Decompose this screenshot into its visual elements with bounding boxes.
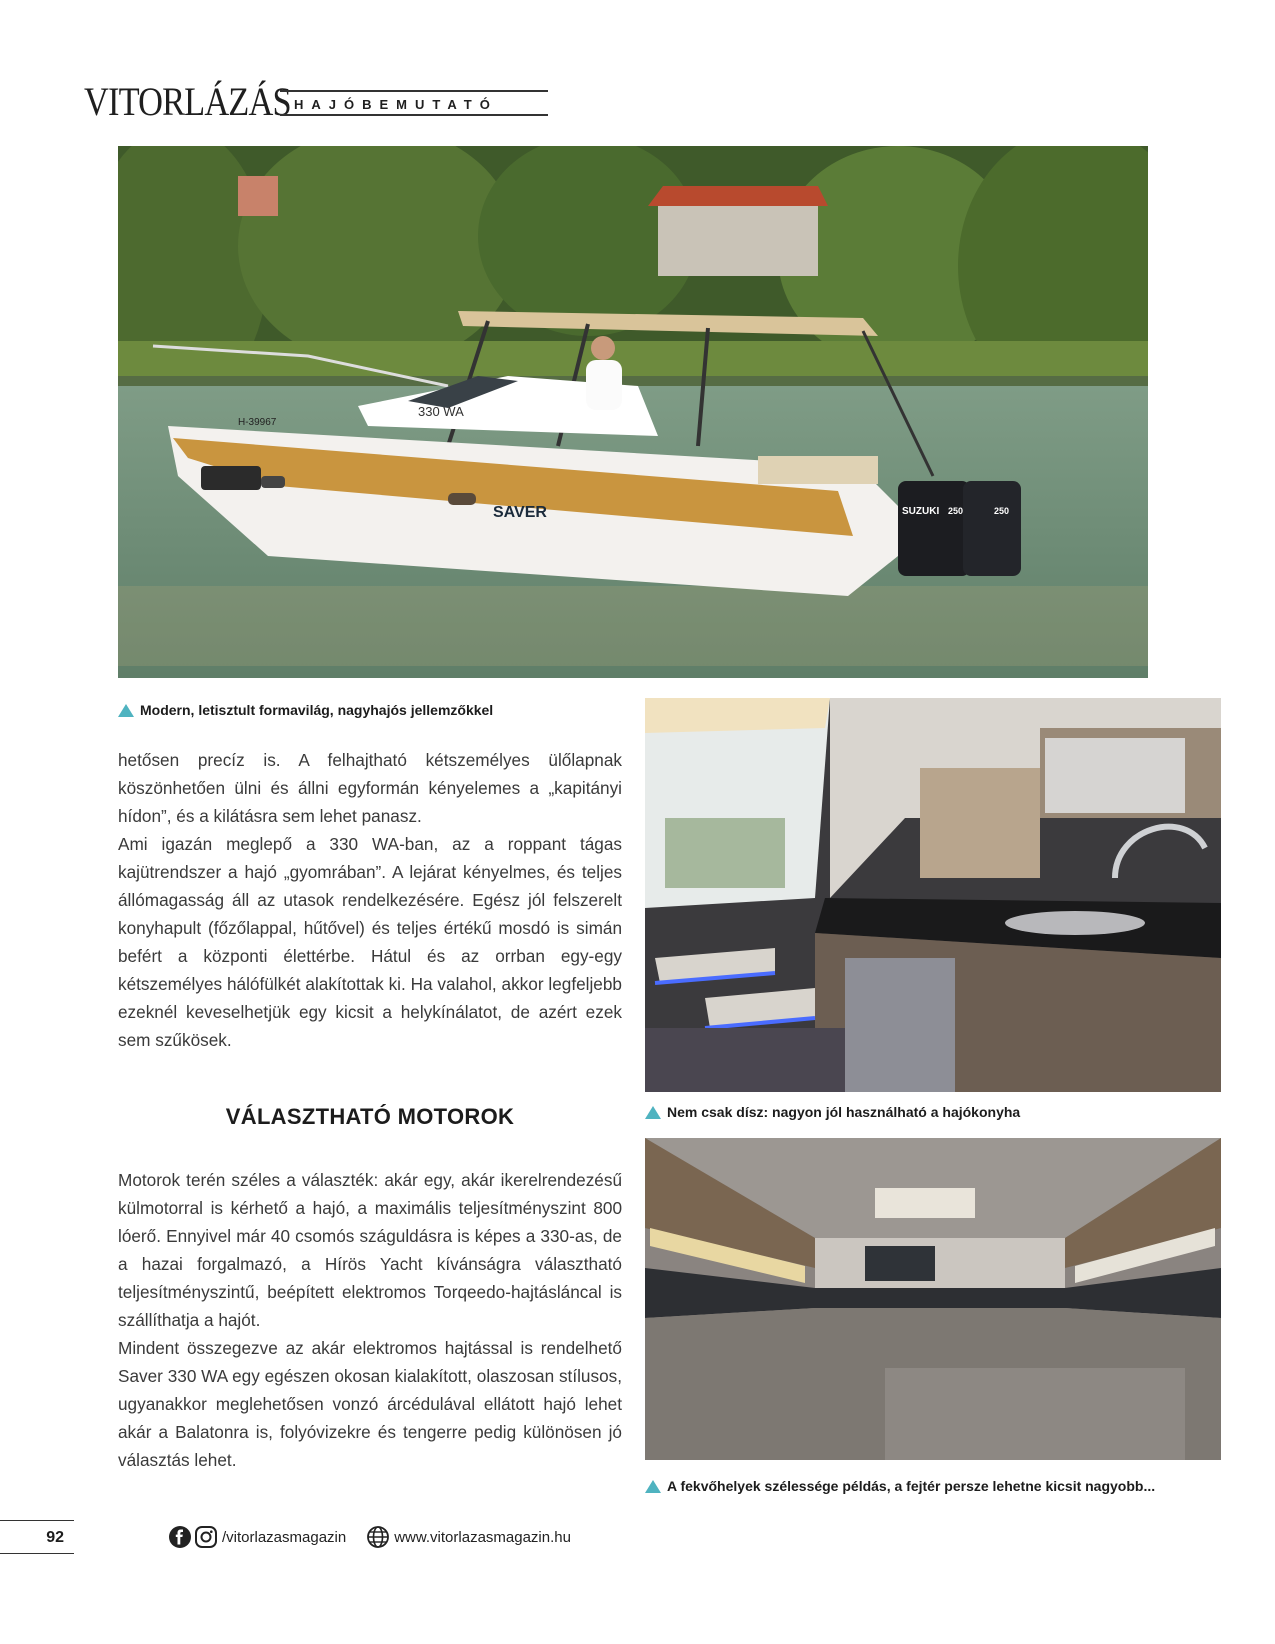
boat-photo (118, 146, 1148, 678)
article-body-top (118, 746, 622, 1054)
page-number: 92 (0, 1520, 74, 1554)
caption-triangle-icon (645, 1480, 661, 1493)
footer-links (168, 1523, 571, 1551)
engine-brand-text: SUZUKI (902, 506, 940, 517)
section-heading: VÁLASZTHATÓ MOTOROK (225, 1104, 515, 1129)
article-paragraph: hetősen precíz is. A felhajtható kétszemélyes ülőlapnak köszönhetően ülni és állni egyformán kényelemes a „kapitányi hídon”, és a kilátásra sem lehet panasz. (118, 750, 622, 826)
galley-photo-caption (645, 1104, 1020, 1120)
article-paragraph: Mindent összegezve az akár elektromos hajtással is rendelhető Saver 330 WA egy egészen okosan kialakított, olaszosan stílusos, ugyanakkor meglehetősen vonzó árcédulával ellátott hajó lehet akár a Balatonra is, folyóvizekre és tengerre pedig különösen jó választás lehet. (118, 1338, 622, 1470)
boat-registration-text: H-39967 (238, 417, 277, 428)
website-link[interactable]: www.vitorlazasmagazin.hu (394, 1528, 571, 1546)
article-body-bottom (118, 1166, 622, 1474)
facebook-icon[interactable] (168, 1525, 192, 1549)
galley-photo (645, 698, 1221, 1092)
boat-photo-caption-text: Modern, letisztult formavilág, nagyhajós jellemzőkkel (140, 702, 494, 718)
galley-photo-caption-text: Nem csak dísz: nagyon jól használható a hajókonyha (667, 1104, 1021, 1120)
engine-power-text-2: 250 (994, 506, 1010, 516)
article-paragraph: Ami igazán meglepő a 330 WA-ban, az a roppant tágas kajütrendszer a hajó „gyomrában”. A lejárat kényelmes, és teljes állómagasság áll az utasok rendelkezésére. Egész jól felszerelt konyhapult (főzőlappal, hűtővel) és teljes értékű mosdó is simán befért a központi élettérbe. Hátul és az orrban egy-egy kétszemélyes hálófülkét alakítottak ki. Ha valahol, akkor legfeljebb ezeknél keveselhetjük egy kicsit a helykínálatot, de azért ezek sem szűkösek. (118, 834, 622, 1050)
article-paragraph: Motorok terén széles a választék: akár egy, akár ikerelrendezésű külmotorral is kérhető a hajó, a maximális teljesítményszint 800 lóerő. Ennyivel már 40 csomós száguldásra is képes a 330-as, de a hazai forgalmazó, a Hírös Yacht kívánságra választható teljesítményszintű, beépített elektromos Torqeedo-hajtásláncal is szállíthatja a hajót. (118, 1170, 622, 1330)
globe-icon (366, 1525, 390, 1549)
caption-triangle-icon (645, 1106, 661, 1119)
engine-power-text: 250 (948, 506, 964, 516)
caption-triangle-icon (118, 704, 134, 717)
boat-logo-text: SAVER (493, 504, 547, 521)
instagram-icon[interactable] (194, 1525, 218, 1549)
social-handle-link[interactable]: /vitorlazasmagazin (222, 1528, 347, 1546)
boat-model-text: 330 WA (418, 404, 464, 419)
section-label: HAJÓBEMUTATÓ (280, 90, 548, 116)
magazine-brand: VITORLÁZÁS (84, 79, 291, 124)
boat-photo-caption (118, 702, 493, 718)
cabin-photo-caption-text: A fekvőhelyek szélessége példás, a fejtér persze lehetne kicsit nagyobb... (667, 1478, 1156, 1494)
cabin-photo-caption (645, 1478, 1155, 1494)
cabin-photo (645, 1138, 1221, 1460)
